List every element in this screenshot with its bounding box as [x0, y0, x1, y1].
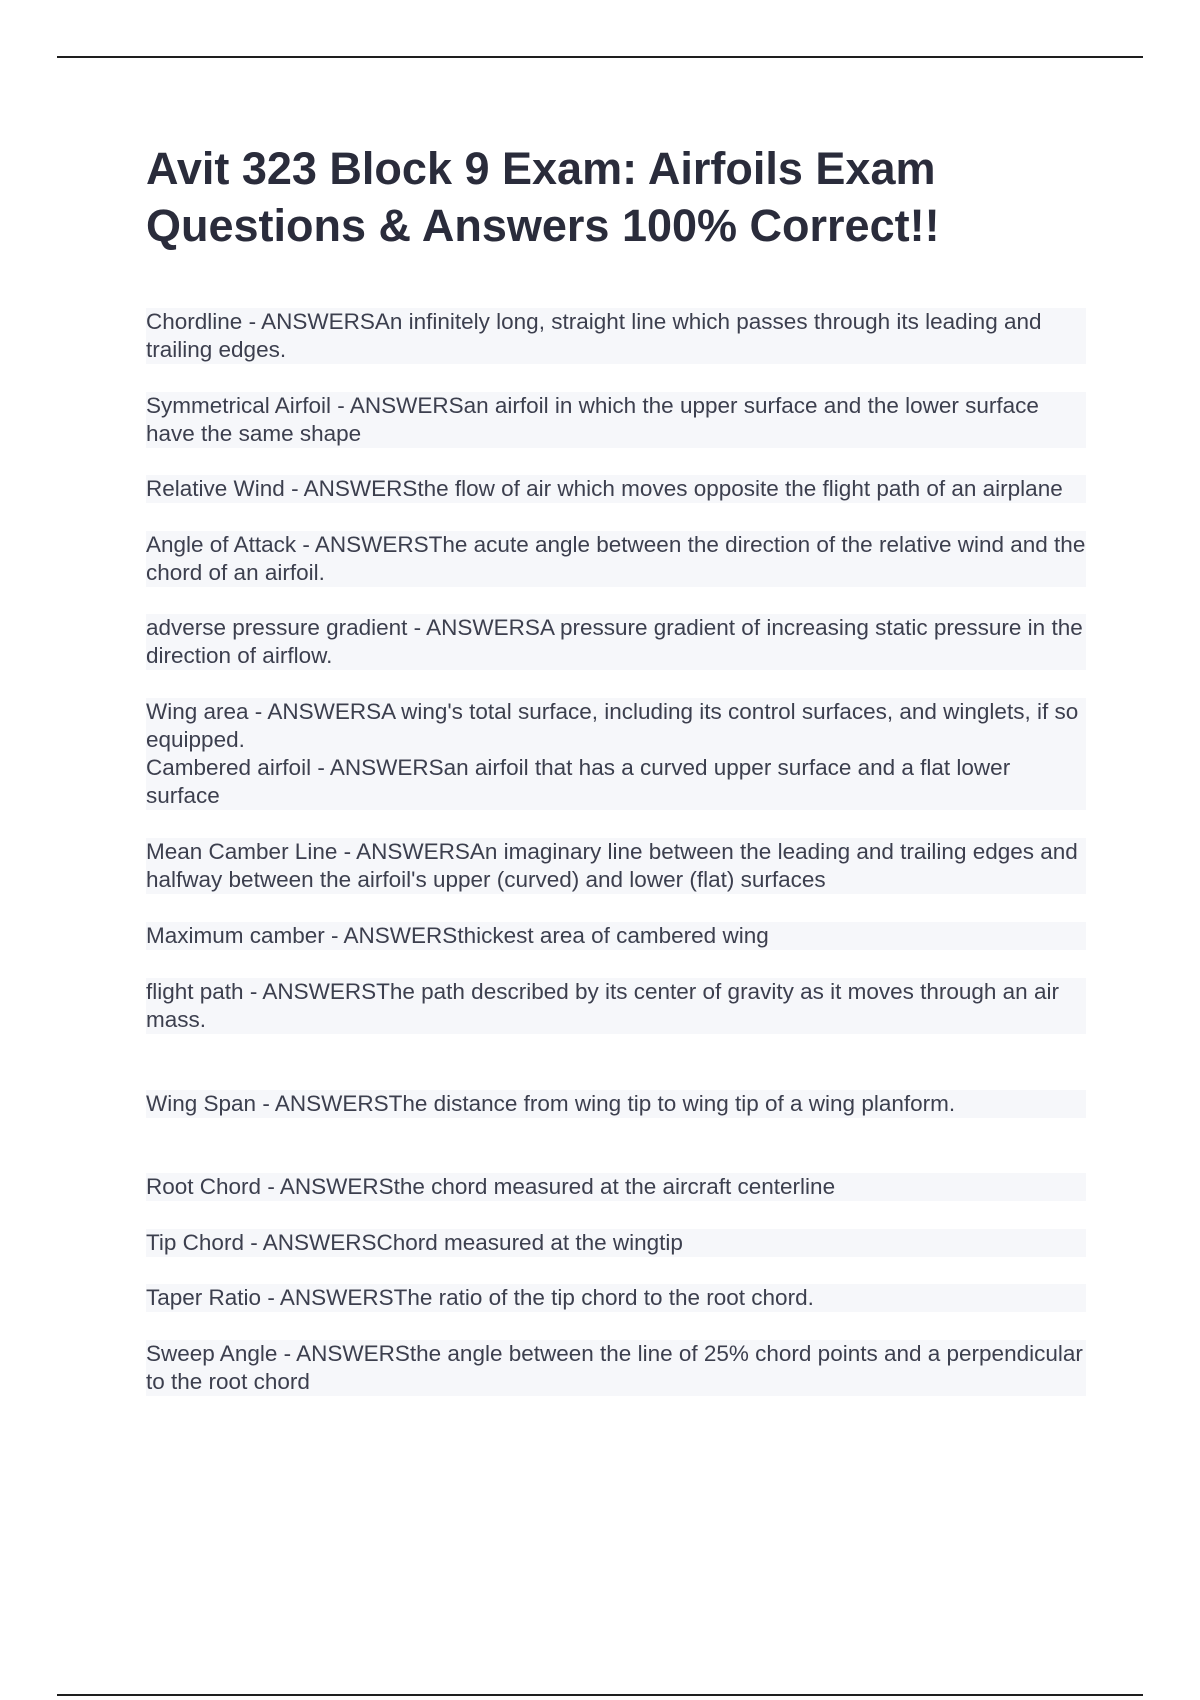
document-body	[146, 140, 1086, 1396]
qa-item: Maximum camber - ANSWERSthickest area of cambered wing	[146, 922, 1086, 950]
qa-item: Wing area - ANSWERSA wing's total surface, including its control surfaces, and winglets, if so equipped.	[146, 698, 1086, 754]
qa-item: Symmetrical Airfoil - ANSWERSan airfoil in which the upper surface and the lower surface have the same shape	[146, 392, 1086, 448]
qa-item: flight path - ANSWERSThe path described by its center of gravity as it moves through an air mass.	[146, 978, 1086, 1034]
page-title: Avit 323 Block 9 Exam: Airfoils Exam Questions & Answers 100% Correct!!	[146, 143, 940, 251]
qa-item: Cambered airfoil - ANSWERSan airfoil that has a curved upper surface and a flat lower surface	[146, 754, 1086, 810]
qa-item: Chordline - ANSWERSAn infinitely long, straight line which passes through its leading and trailing edges.	[146, 308, 1086, 364]
qa-list	[146, 308, 1086, 1396]
bottom-rule	[57, 1694, 1143, 1696]
qa-item: adverse pressure gradient - ANSWERSA pressure gradient of increasing static pressure in the direction of airflow.	[146, 614, 1086, 670]
qa-item: Root Chord - ANSWERSthe chord measured at the aircraft centerline	[146, 1173, 1086, 1201]
qa-item: Relative Wind - ANSWERSthe flow of air which moves opposite the flight path of an airplane	[146, 475, 1086, 503]
qa-item: Angle of Attack - ANSWERSThe acute angle between the direction of the relative wind and the chord of an airfoil.	[146, 532, 1086, 585]
qa-item: Sweep Angle - ANSWERSthe angle between the line of 25% chord points and a perpendicular to the root chord	[146, 1340, 1086, 1396]
qa-item: Mean Camber Line - ANSWERSAn imaginary line between the leading and trailing edges and halfway between the airfoil's upper (curved) and lower (flat) surfaces	[146, 838, 1086, 894]
qa-item: Tip Chord - ANSWERSChord measured at the wingtip	[146, 1229, 1086, 1257]
top-rule	[57, 56, 1143, 58]
qa-item: Taper Ratio - ANSWERSThe ratio of the tip chord to the root chord.	[146, 1284, 1086, 1312]
qa-item: Wing Span - ANSWERSThe distance from wing tip to wing tip of a wing planform.	[146, 1090, 1086, 1118]
